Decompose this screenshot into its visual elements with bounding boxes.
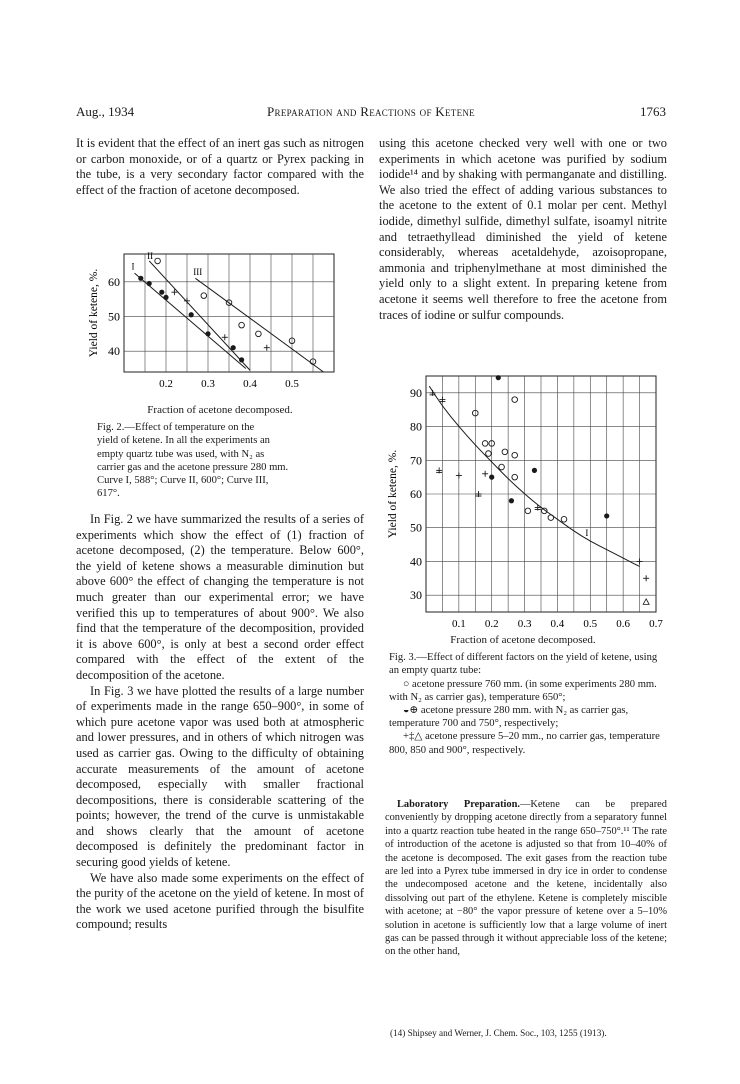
data-point-filled xyxy=(532,468,537,473)
data-point-open xyxy=(155,258,161,264)
data-point-open xyxy=(486,451,492,457)
y-tick-label: 60 xyxy=(108,274,120,289)
data-point-open xyxy=(512,397,518,403)
data-point-filled xyxy=(147,281,152,286)
x-tick-label: 0.4 xyxy=(243,378,257,390)
y-tick-label: 70 xyxy=(410,453,422,468)
data-point-triangle xyxy=(643,599,649,605)
data-point-open xyxy=(512,474,518,480)
data-point-filled xyxy=(189,312,194,317)
lab-text: —Ketene can be prepared conveniently by dropping acetone directly from a separatory funnel into a quartz reaction tube heated in the range 650–750°.¹¹ The rate of introduction of the acetone is adjusted so that from 10–40% of the acetone is decomposed. The exit gases from the reaction tube are led into a Pyrex tube immersed in dry ice in order to condense the undecomposed acetone and the ketene, incidentally also dissolving out part of the ethylene. Ketene is completely miscible with acetone; at −80° the vapor pressure of ketene over a 5–10% solution in acetone is sufficiently low that a large volume of inert gas can be passed through it without appreciable loss of the ketene; on the other hand, xyxy=(385,799,667,958)
data-point-open xyxy=(502,449,508,455)
data-point-open xyxy=(548,515,554,521)
left-column-intro xyxy=(76,136,364,198)
curve-label: III xyxy=(193,266,203,277)
caption-line: carrier gas and the acetone pressure 280 mm. xyxy=(97,461,289,473)
y-axis-label: Yield of ketene, %. xyxy=(387,449,399,539)
figure-2-chart xyxy=(84,250,344,400)
caption-legend: ○ acetone pressure 760 mm. (in some experiments 280 mm. with N₂ as carrier gas), temperature 650°; xyxy=(389,678,657,703)
y-tick-label: 40 xyxy=(410,554,422,569)
caption-legend: ◒⊕ acetone pressure 280 mm. with N₂ as carrier gas, temperature 700 and 750°, respectively; xyxy=(389,705,629,730)
curve-line xyxy=(149,261,250,370)
y-axis-label: Yield of ketene, %. xyxy=(88,268,100,358)
caption-legend: +‡△ acetone pressure 5–20 mm., no carrier gas, temperature 800, 850 and 900°, respectively. xyxy=(389,731,660,756)
left-column-body xyxy=(76,512,364,933)
x-tick-label: 0.1 xyxy=(451,618,466,630)
y-tick-label: 50 xyxy=(108,309,120,324)
caption-title: Fig. 3.—Effect of different factors on the yield of ketene, using an empty quartz tube: xyxy=(389,652,658,677)
header-page-number: 1763 xyxy=(640,104,666,119)
curve-label: II xyxy=(147,251,154,262)
data-point-open xyxy=(482,441,488,447)
data-point-filled xyxy=(205,331,210,336)
figure-3-chart xyxy=(384,372,668,634)
y-tick-label: 50 xyxy=(410,520,422,535)
data-point-filled xyxy=(489,475,494,480)
data-point-open xyxy=(239,322,245,328)
x-tick-label: 0.5 xyxy=(583,618,598,630)
y-tick-label: 30 xyxy=(410,588,422,603)
x-tick-label: 0.2 xyxy=(159,378,173,390)
data-point-open xyxy=(512,452,518,458)
caption-line: yield of ketene. In all the experiments an xyxy=(97,435,270,447)
data-point-open xyxy=(499,464,505,470)
lab-heading: Laboratory Preparation. xyxy=(397,799,520,810)
x-tick-label: 0.5 xyxy=(285,378,299,390)
curve-label: I xyxy=(131,261,135,272)
running-header xyxy=(76,104,666,122)
x-tick-label: 0.3 xyxy=(517,618,532,630)
x-tick-label: 0.2 xyxy=(484,618,499,630)
figure-2-x-axis-label: Fraction of acetone decomposed. xyxy=(147,404,293,416)
caption-line: empty quartz tube was used, with N₂ as xyxy=(97,448,265,460)
x-tick-label: 0.7 xyxy=(649,618,663,630)
data-point-filled xyxy=(509,498,514,503)
data-point-filled xyxy=(496,375,501,380)
y-tick-label: 80 xyxy=(410,419,422,434)
data-point-open xyxy=(256,331,262,337)
y-tick-label: 60 xyxy=(410,487,422,501)
y-tick-label: 90 xyxy=(410,385,422,400)
curve-line xyxy=(429,386,639,566)
y-tick-label: 40 xyxy=(108,344,120,359)
caption-line: Curve I, 588°; Curve II, 600°; Curve III, xyxy=(97,475,269,487)
curve-line xyxy=(195,278,323,372)
figure-3-x-axis-label: Fraction of acetone decomposed. xyxy=(450,634,596,646)
paragraph: It is evident that the effect of an inert gas such as nitrogen or carbon monoxide, or of a quartz or Pyrex packing in the tube, is a very secondary factor compared with the effect of the fraction of acetone decomposed. xyxy=(76,136,364,197)
paragraph: using this acetone checked very well with one or two experiments in which acetone was purified by sodium iodide¹⁴ and by shaking with permanganate and distilling. We also tried the effect of adding various substances to the acetone to the extent of 0.1 molar per cent. Methyl iodide, dimethyl sulfide, dimethyl sulfate, isoamyl nitrite and tetraethyllead diminished the yield of ketene considerably, whereas acetaldehyde, azoisopropane, ammonia and triphenylmethane at most diminished the yield only to a slight extent. In preparing ketene from acetone it seems well therefore to free the acetone from traces of iodine or sulfur compounds. xyxy=(379,136,667,322)
caption-line: Fig. 2.—Effect of temperature on the xyxy=(97,422,255,434)
paragraph: We have also made some experiments on the effect of the purity of the acetone on the yield of ketene. In most of the work we used acetone purified through the bisulfite compound; results xyxy=(76,870,364,932)
figure-3-caption xyxy=(379,634,667,757)
figure-2-caption xyxy=(76,404,364,500)
curve-label: I xyxy=(585,528,589,539)
header-title: Preparation and Reactions of Ketene xyxy=(267,104,475,119)
right-column-body xyxy=(379,136,667,323)
data-point-filled xyxy=(138,276,143,281)
data-point-open xyxy=(561,516,567,522)
data-point-filled xyxy=(239,357,244,362)
figure-2 xyxy=(84,250,344,405)
x-tick-label: 0.4 xyxy=(550,618,565,630)
paragraph: In Fig. 3 we have plotted the results of a large number of experiments made in the range 650–900°, in some of which pure acetone vapor was used both at atmospheric and lower pressures, and in others of which nitrogen was used as carrier gas. Owing to the difficulty of obtaining accurate measurements of the amount of acetone decomposed, especially with smaller fractional decompositions, there is considerable scattering of the points; however, the trend of the curve is unmistakable and shows clearly that the amount of acetone decomposed is definitely the predominant factor in securing good yields of ketene. xyxy=(76,683,364,870)
data-point-filled xyxy=(159,290,164,295)
data-point-filled xyxy=(231,345,236,350)
x-tick-label: 0.6 xyxy=(616,618,631,630)
paragraph: In Fig. 2 we have summarized the results of a series of experiments which show the effect of (1) fraction of acetone decomposed, (2) the temperature. Below 600°, the yield of ketene shows a measurable diminution but above 600° the effect of changing the temperature is not much greater than our experimental error; we have verified this up to temperatures of about 900°. We also find that the temperature of the decomposition, provided it is above 600°, is only at best a second order effect compared with the effect of the extent of the decomposition of the acetone. xyxy=(76,512,364,682)
caption-line: 617°. xyxy=(97,488,120,500)
x-tick-label: 0.3 xyxy=(201,378,215,390)
figure-3 xyxy=(384,372,668,639)
header-date: Aug., 1934 xyxy=(76,104,135,119)
lab-preparation xyxy=(385,798,667,959)
data-point-filled xyxy=(604,513,609,518)
data-point-open xyxy=(525,508,531,514)
data-point-open xyxy=(201,293,207,299)
footnote: (14) Shipsey and Werner, J. Chem. Soc., 103, 1255 (1913). xyxy=(390,1028,607,1038)
data-point-filled xyxy=(163,295,168,300)
